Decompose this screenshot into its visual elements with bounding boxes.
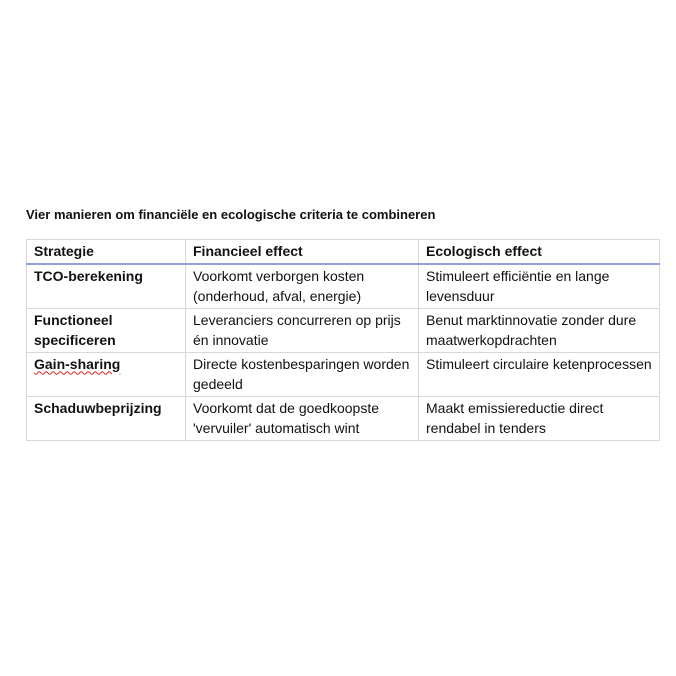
column-header-financial-effect: Financieel effect [186, 240, 419, 264]
ecological-effect-cell: Stimuleert circulaire ketenprocessen [419, 352, 660, 396]
column-header-strategy: Strategie [27, 240, 186, 264]
spellcheck-underlined-text: Gain-sharing [34, 355, 121, 372]
financial-effect-cell: Voorkomt dat de goedkoopste 'vervuiler' automatisch wint [186, 396, 419, 440]
table-row [27, 264, 660, 309]
table-header-row [27, 240, 660, 264]
table-row [27, 396, 660, 440]
financial-effect-cell: Voorkomt verborgen kosten (onderhoud, afval, energie) [186, 264, 419, 309]
strategy-table [26, 239, 660, 441]
financial-effect-cell: Leveranciers concurreren op prijs én innovatie [186, 308, 419, 352]
financial-effect-cell: Directe kostenbesparingen worden gedeeld [186, 352, 419, 396]
strategy-cell: TCO-berekening [27, 264, 186, 309]
ecological-effect-cell: Stimuleert efficiëntie en lange levensduur [419, 264, 660, 309]
ecological-effect-cell: Benut marktinnovatie zonder dure maatwerkopdrachten [419, 308, 660, 352]
table-row [27, 352, 660, 396]
table-caption: Vier manieren om financiële en ecologische criteria te combineren [26, 207, 436, 222]
strategy-cell: Functioneel specificeren [27, 308, 186, 352]
column-header-ecological-effect: Ecologisch effect [419, 240, 660, 264]
table-row [27, 308, 660, 352]
ecological-effect-cell: Maakt emissiereductie direct rendabel in tenders [419, 396, 660, 440]
strategy-cell: Schaduwbeprijzing [27, 396, 186, 440]
strategy-cell [27, 352, 186, 396]
